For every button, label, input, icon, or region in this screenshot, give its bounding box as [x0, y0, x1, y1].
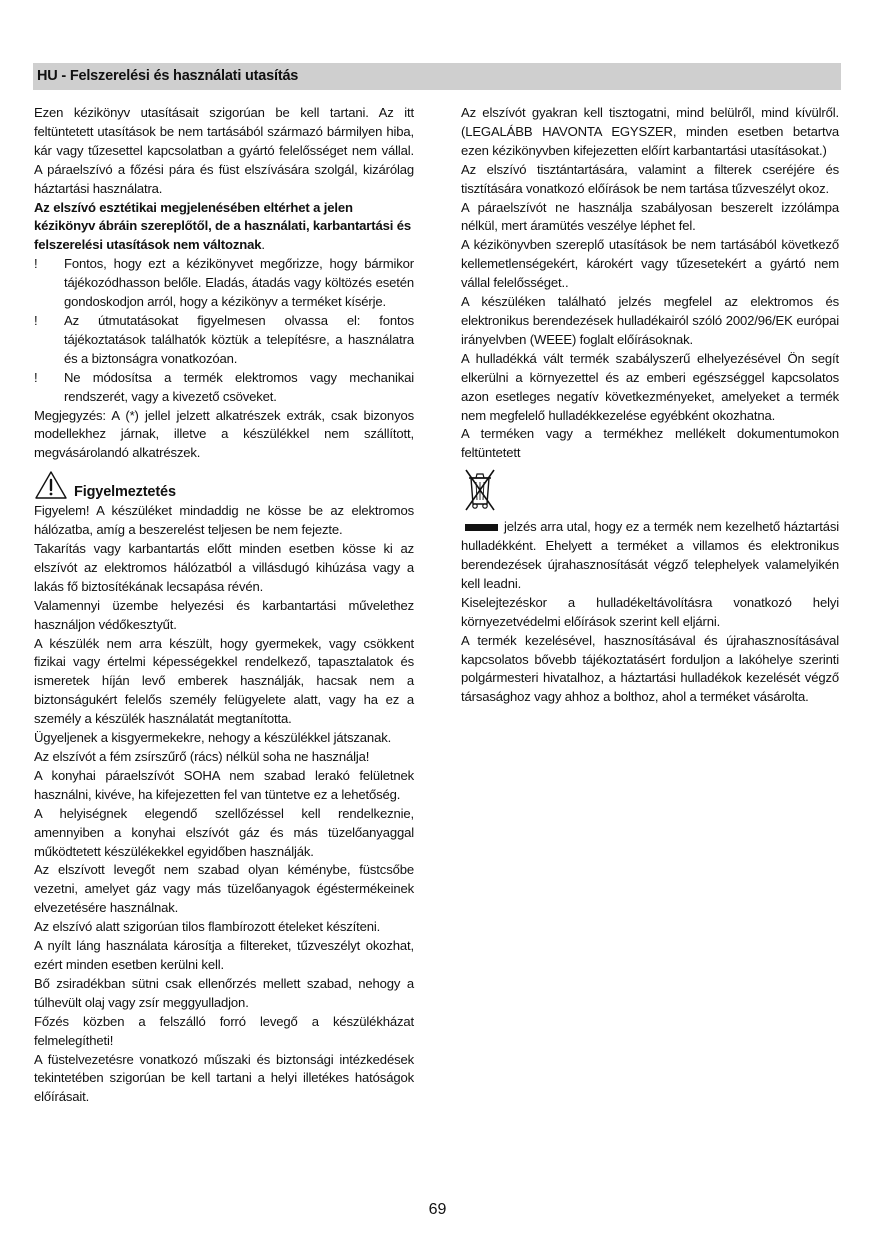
warning-paragraph: Az elszívott levegőt nem szabad olyan kéménybe, füstcsőbe vezetni, amelyet gáz vagy más tüzelőanyagok égéstermékeinek elvezetésére használnak. [34, 862, 414, 916]
warning-paragraph: A konyhai páraelszívót SOHA nem szabad lerakó felületnek használni, kivéve, ha kifejezetten fel van tüntetve ez a lehetőség. [34, 767, 414, 802]
right-paragraph: A terméken vagy a termékhez mellékelt dokumentumokon feltüntetett [461, 426, 839, 461]
solid-bar-symbol [465, 524, 498, 531]
left-column [34, 104, 414, 1107]
warning-paragraph: A nyílt láng használata károsítja a filtereket, tűzveszélyt okozhat, ezért minden esetben kerülni kell. [34, 938, 414, 972]
section-title: HU - Felszerelési és használati utasítás [37, 68, 299, 84]
exclamation-mark: ! [34, 312, 38, 328]
section-header-bar [33, 63, 841, 90]
weee-symbol-block [461, 466, 839, 516]
warning-paragraph: Valamennyi üzembe helyezési és karbantartási művelethez használjon védőkesztyűt. [34, 597, 414, 632]
right-paragraph: Kiselejtezéskor a hulladékeltávolításra vonatkozó helyi környezetvédelmi előírások szerint kell eljárni. [461, 594, 839, 629]
right-paragraph: A készüléken található jelzés megfelel az elektromos és elektronikus berendezések hulladékairól szóló 2002/96/EK európai irányelvben (WEEE) foglalt előírásoknak. [461, 294, 839, 347]
warning-paragraph: Figyelem! A készüléket mindaddig ne kösse be az elektromos hálózatba, amíg a beszerelést teljesen be nem fejezte. [34, 503, 414, 538]
right-column [461, 104, 839, 707]
warning-paragraph: Takarítás vagy karbantartás előtt minden esetben kösse ki az elszívót az elektromos hálózatból a villásdugó kihúzása vagy a lakás fő biztosítékának lecsapása révén. [34, 541, 414, 594]
warning-paragraph: A füstelvezetésre vonatkozó műszaki és biztonsági intézkedések tekintetében szigorúan be kell tartani a helyi illetékes hatóságok előírásait. [34, 1051, 414, 1105]
right-paragraph: Az elszívó tisztántartására, valamint a filterek cseréjére és tisztítására vonatkozó előírások be nem tartása tűzveszélyt okoz. [461, 161, 839, 196]
right-paragraph: A kézikönyvben szereplő utasítások be nem tartásából következő kellemetlenségekért, károkért vagy tűzesetekért a gyártó nem vállal felelősséget.. [461, 237, 839, 291]
warning-paragraph: Főzés közben a felszálló forró levegő a készülékházat felmelegítheti! [34, 1013, 414, 1048]
warning-paragraph: A készülék nem arra készült, hogy gyermekek, vagy csökkent fizikai vagy értelmi képességekkel rendelkező, tapasztalatok és ismeretek híján levő emberek használják, hacsak nem a biztonságukért felelős személy felügyelete alatt, vagy ha ez a személy a készülék használatát megtanította. [34, 635, 414, 727]
exclamation-mark: ! [34, 256, 38, 272]
warning-paragraph: Az elszívó alatt szigorúan tilos flambírozott ételeket készíteni. [34, 919, 381, 935]
right-paragraph: A termék kezelésével, hasznosításával és újrahasznosításával kapcsolatos bővebb tájékoztatásért forduljon a lakóhelye szerinti polgármesteri hivatalhoz, a háztartási hulladékok kezelését végző társasághoz vagy ahhoz a bolthoz, ahol a terméket vásárolta. [461, 632, 839, 705]
note-paragraph: Megjegyzés: A (*) jellel jelzett alkatrészek extrák, csak bizonyos modellekhez járnak, illetve a készülékkel nem szállított, megvásárolandó alkatrészek. [34, 407, 414, 461]
symbol-paragraph: jelzés arra utal, hogy ez a termék nem kezelhető háztartási hulladékként. Ehelyett a terméket a villamos és elektronikus berendezések újrahasznosítását végző telephelyek valamelyikén kell leadni. [461, 519, 839, 591]
warning-triangle-icon [34, 470, 68, 500]
right-paragraph: Az elszívót gyakran kell tisztogatni, mind belülről, mind kívülről. (LEGALÁBB HAVONTA EGYSZER, minden esetben betartva ezen kézikönyvben kifejezetten előírt karbantartási utasításokat.) [461, 105, 839, 158]
warning-paragraph: A helyiségnek elegendő szellőzéssel kell rendelkeznie, amennyiben a konyhai elszívót gáz és más tüzelőanyaggal működtetett készülékekkel egyidőben használják. [34, 805, 414, 859]
bullet-item: ! Ne módosítsa a termék elektromos vagy mechanikai rendszerét, vagy a kivezető csöveket. [34, 369, 414, 404]
warning-paragraph: Ügyeljenek a kisgyermekekre, nehogy a készülékkel játszanak. [34, 730, 392, 746]
warning-paragraph: Bő zsiradékban sütni csak ellenőrzés mellett szabad, nehogy a túlhevült olaj vagy zsír meggyulladjon. [34, 975, 414, 1010]
right-paragraph: A páraelszívót ne használja szabályosan beszerelt izzólámpa nélkül, mert áramütés veszélye léphet fel. [461, 199, 839, 234]
bold-note: Az elszívó esztétikai megjelenésében eltérhet a jelen kézikönyv ábráin szereplőtől, de a használati, karbantartási és felszerelési utasítások nem változnak. [34, 199, 411, 253]
intro-paragraph: Ezen kézikönyv utasításait szigorúan be kell tartani. Az itt feltüntetett utasítások be nem tartásából származó bármilyen hiba, kár vagy tűzesettel kapcsolatban a gyártó felelősséget nem vállal. A páraelszívó a főzési pára és füst elszívására szolgál, kizárólag háztartási használatra. [34, 105, 414, 196]
crossed-out-wheelie-bin-icon [463, 466, 497, 512]
warning-heading [34, 470, 414, 502]
exclamation-mark: ! [34, 369, 38, 385]
warning-title: Figyelmeztetés [74, 484, 176, 501]
right-paragraph: A hulladékká vált termék szabályszerű elhelyezésével Ön segít elkerülni a környezettel és az emberi egészséggel kapcsolatos azon esetleges negatív következményeket, amelyeket a termék nem megfelelő hulladékkezelése egyébként okozhatna. [461, 350, 839, 423]
bullet-item: ! Fontos, hogy ezt a kézikönyvet megőrizze, hogy bármikor tájékozódhasson belőle. Eladás, átadás vagy költözés esetén gondoskodjon arról, hogy a kézikönyv a terméket kísérje. [34, 256, 414, 310]
warning-paragraph: Az elszívót a fém zsírszűrő (rács) nélkül soha ne használja! [34, 749, 370, 764]
page-number: 69 [428, 1201, 447, 1218]
bullet-item: ! Az útmutatásokat figyelmesen olvassa el: fontos tájékoztatások találhatók köztük a telepítésre, a használatra és a biztonságra vonatkozóan. [34, 312, 414, 366]
